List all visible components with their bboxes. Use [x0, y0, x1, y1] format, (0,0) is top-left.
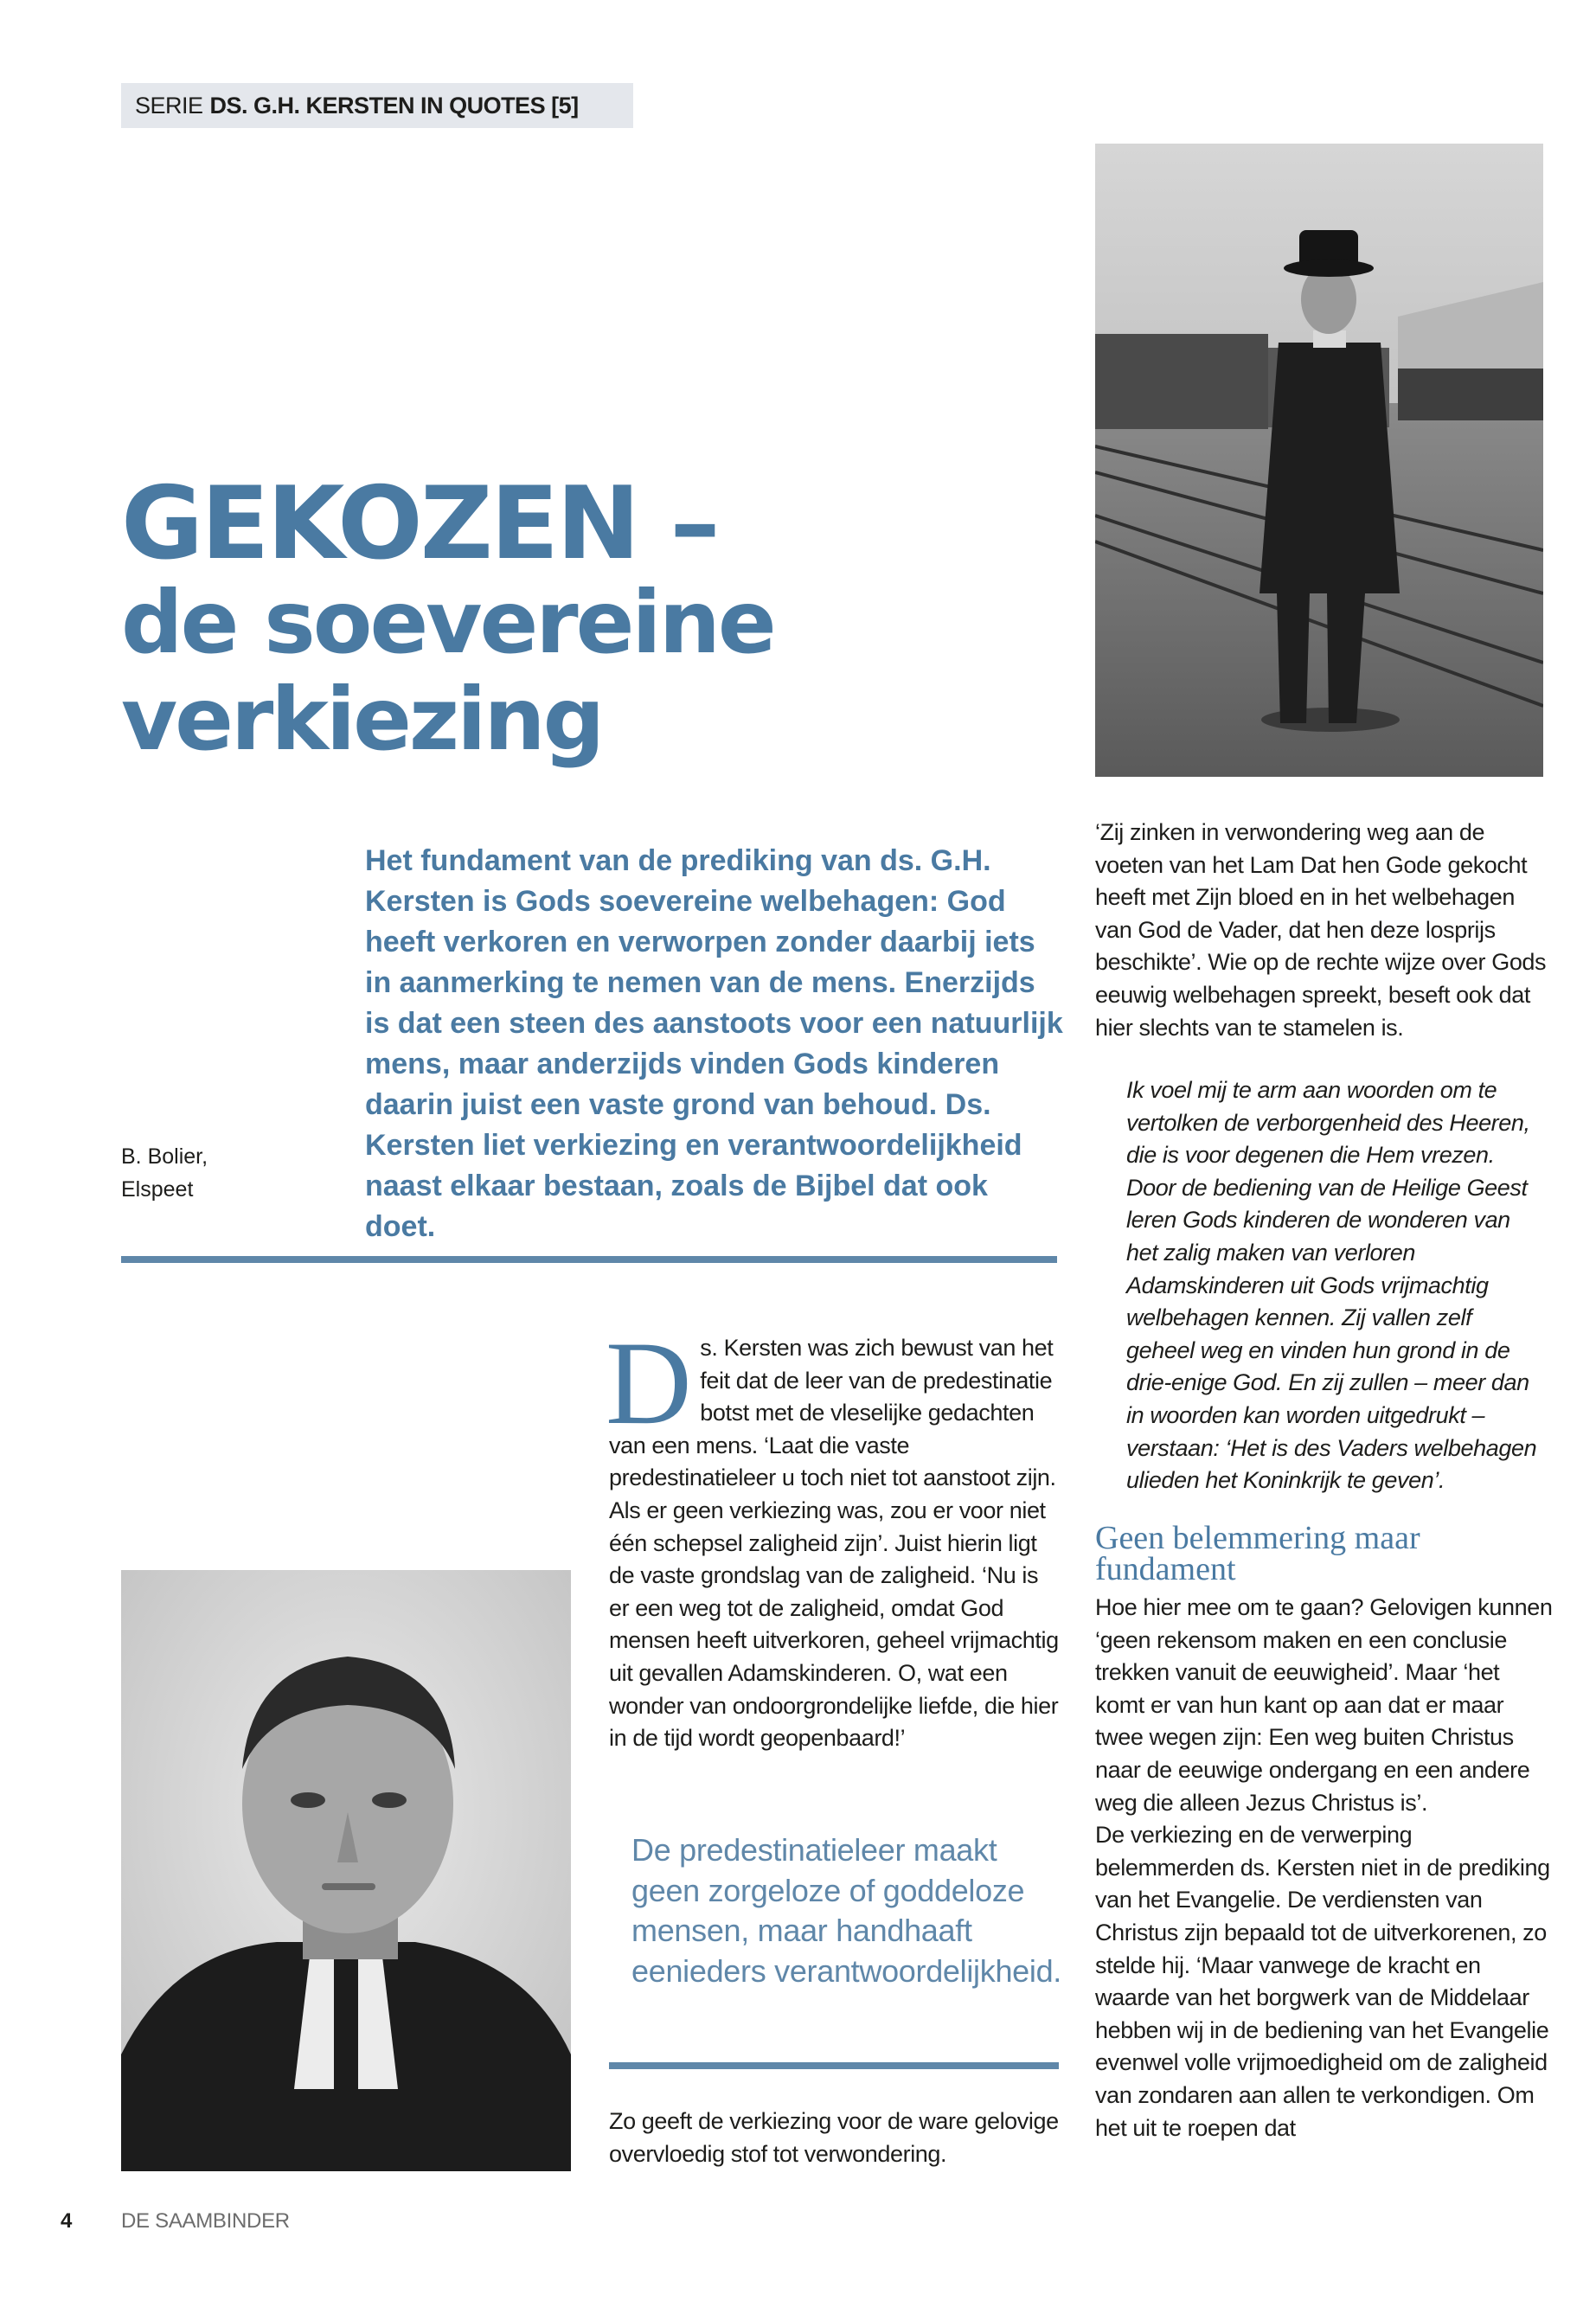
article-title [121, 465, 900, 770]
body-column-right-top [1095, 817, 1554, 1044]
title-line-3: verkiezing [121, 669, 603, 770]
page-number: 4 [61, 2209, 73, 2233]
author-credit [121, 1140, 208, 1206]
portrait-photo-illustration [121, 1570, 571, 2171]
title-line-1: GEKOZEN – [121, 465, 718, 582]
body-column-middle-bottom [609, 2106, 1059, 2170]
body-paragraph [606, 1317, 1059, 1755]
pull-quote-divider [609, 2062, 1059, 2069]
photo-kersten-station [1095, 144, 1543, 777]
body-column-middle [606, 1317, 1059, 1755]
body-column-right-bottom [1095, 1592, 1554, 2144]
body-paragraph: Zo geeft de verkiezing voor de ware gelovige overvloedig stof tot verwondering. [609, 2108, 1059, 2167]
photo-kersten-portrait [121, 1570, 571, 2171]
author-place: Elspeet [121, 1177, 194, 1202]
series-header [121, 83, 633, 128]
station-photo-illustration [1095, 144, 1543, 777]
series-name: DS. G.H. KERSTEN IN QUOTES [5] [209, 92, 579, 119]
article-intro: Het fundament van de prediking van ds. G.H. Kersten is Gods soevereine welbehagen: God heeft verkoren en verworpen zonder daarbij iets in aanmerking te nemen van de mens. Enerzijds is dat een steen des aanstoots voor een natuurlijk mens, maar anderzijds vinden Gods kinderen daarin juist een vaste grond van behoud. Ds. Kersten liet verkiezing en verantwoordelijkheid naast elkaar bestaan, zoals de Bijbel dat ook doet. [365, 844, 1063, 1243]
series-label: SERIE [135, 92, 203, 119]
italic-block-quote: Ik voel mij te arm aan woorden om te vertolken de verborgenheid des Heeren, die is voor degenen die Hem vrezen. Door de bediening van de Heilige Geest leren Gods kinderen de wonderen van het zalig maken van verloren Adamskinderen uit Gods vrijmachtig welbehagen kennen. Zij vallen zelf geheel weg en vinden hun grond in de drie-enige God. En zij zullen – meer dan in woorden kan worden uitgedrukt – verstaan: ‘Het is des Vaders welbehagen ulieden het Koninkrijk te geven’. [1126, 1077, 1537, 1494]
body-paragraph: De verkiezing en de verwerping belemmerden ds. Kersten niet in de prediking van het Evangelie. De verdiensten van Christus zijn bepaald tot de uitverkorenen, zo stelde hij. ‘Maar vanwege de kracht en waarde van het borgwerk van de Middelaar hebben wij in de bediening van het Evangelie evenwel volle vrijmoedigheid om de zaligheid van zondaren aan allen te verkondigen. Om het uit te roepen dat [1095, 1822, 1550, 2141]
body-paragraph: ‘Zij zinken in verwondering weg aan de voeten van het Lam Dat hen Gode gekocht heeft met Zijn bloed en in het welbehagen van God de Vader, dat hen deze losprijs beschikte’. Wie op de rechte wijze over Gods eeuwig welbehagen spreekt, beseft ook dat hier slechts van te stamelen is. [1095, 819, 1547, 1041]
title-line-2: de soevereine [121, 572, 774, 673]
pull-quote: De predestinatieleer maakt geen zorgeloze of goddeloze mensen, maar handhaaft eenieders verantwoordelijkheid. [631, 1832, 1062, 1989]
magazine-name: DE SAAMBINDER [121, 2209, 290, 2233]
body-paragraph-text: s. Kersten was zich bewust van het feit dat de leer van de predestinatie botst met de vleselijke gedachten van een mens. ‘Laat die vaste predestinatieleer u toch niet tot aanstoot zijn. Als er geen verkiezing was, zou er voor niet één schepsel zaligheid zijn’. Juist hierin ligt de vaste grondslag van de zaligheid. ‘Nu is er een weg tot de zaligheid, omdat God mensen heeft uitverkoren, geheel vrijmachtig uit gevallen Adamskinderen. O, wat een wonder van ondoorgrondelijke liefde, die hier in de tijd wordt geopenbaard!’ [609, 1335, 1059, 1752]
section-subheading: Geen belemmering maar fundament [1095, 1520, 1420, 1587]
drop-cap: D [606, 1317, 692, 1449]
author-name: B. Bolier, [121, 1144, 208, 1169]
body-paragraph: Hoe hier mee om te gaan? Gelovigen kunnen ‘geen rekensom maken en een conclusie trekken vanuit de eeuwigheid’. Maar ‘het komt er van hun kant op aan dat er maar twee wegen zijn: Een weg buiten Christus naar de eeuwige ondergang en een andere weg die alleen Jezus Christus is’. [1095, 1594, 1553, 1816]
section-divider [121, 1256, 1057, 1263]
